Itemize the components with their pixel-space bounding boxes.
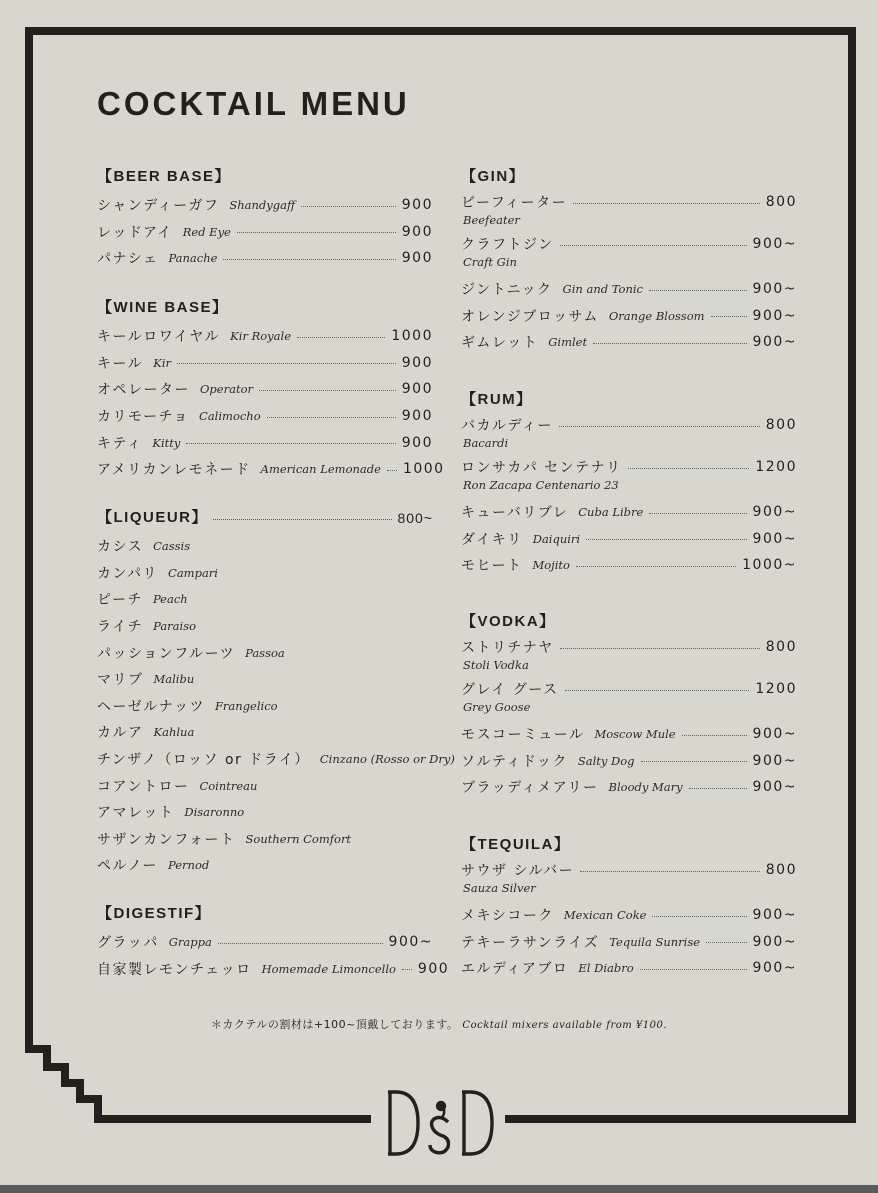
menu-item [461, 303, 797, 330]
item-name-en: Craft Gin [463, 255, 517, 269]
item-name-en: Kahlua [153, 725, 195, 740]
item-name-en: Ron Zacapa Centenario 23 [463, 478, 619, 492]
menu-item [461, 526, 797, 553]
menu-item-row [461, 234, 797, 254]
dotted-leader [223, 259, 395, 260]
section-price: 800~ [397, 510, 433, 526]
item-name-jp: メキシコーク [461, 908, 554, 925]
item-name-jp: ロンサカパ センテナリ [461, 460, 622, 476]
item-name-jp: カリモーチョ [97, 409, 190, 426]
section-heading-text: 【GIN】 [461, 168, 526, 185]
item-price: 1000 [391, 328, 433, 345]
item-name-jp: シャンディーガフ [97, 198, 220, 215]
item-price: 900 [401, 381, 433, 398]
section-heading-text: 【LIQUEUR】 [97, 509, 209, 526]
item-name-en: Stoli Vodka [463, 658, 529, 672]
dotted-leader [649, 290, 747, 291]
item-price: 900~ [752, 933, 797, 950]
item-name-jp: キューバリブレ [461, 505, 569, 522]
mixer-note [0, 1016, 878, 1032]
menu-item-row [461, 415, 797, 435]
item-name-jp: マリブ [97, 672, 144, 689]
section-rum [461, 390, 797, 579]
dotted-leader [593, 343, 746, 344]
item-price: 900 [417, 960, 450, 977]
dotted-leader [267, 417, 396, 418]
mixer-note-en: Cocktail mixers available from ¥100. [462, 1020, 668, 1031]
item-name-en: Southern Comfort [245, 831, 352, 846]
item-name-en: Peach [152, 592, 188, 607]
section-heading-text: 【WINE BASE】 [97, 299, 229, 316]
item-name-en: Beefeater [463, 213, 520, 227]
dotted-leader [580, 871, 760, 872]
item-name-en: Kir [153, 355, 172, 370]
item-price: 900 [401, 223, 433, 240]
section-heading [461, 612, 797, 632]
menu-item [97, 219, 433, 246]
item-price: 900 [401, 250, 433, 267]
mixer-note-jp: ＊カクテルの割材は+100~頂戴しております。 [210, 1018, 459, 1031]
dotted-leader [689, 788, 747, 789]
dotted-leader [402, 969, 412, 970]
item-name-en: Orange Blossom [608, 308, 705, 323]
item-name-en: Disaronno [184, 805, 245, 820]
item-name-jp: グラッパ [97, 935, 159, 952]
item-price: 900~ [752, 334, 797, 351]
menu-item [97, 429, 433, 456]
dotted-leader [576, 566, 736, 567]
item-name-en: Daiquiri [532, 531, 581, 546]
item-name-en: Salty Dog [577, 753, 635, 768]
item-name-jp: アマレット [97, 805, 175, 822]
item-name-en: Passoa [245, 645, 285, 660]
item-price: 900~ [752, 726, 797, 743]
item-name-jp: モヒート [461, 558, 523, 575]
menu-item [97, 376, 433, 403]
menu-item [461, 902, 797, 929]
item-price: 900~ [752, 236, 797, 252]
section-heading-text: 【VODKA】 [461, 613, 556, 630]
dotted-leader [560, 648, 760, 649]
menu-item [97, 666, 433, 693]
item-price: 900 [401, 408, 433, 425]
item-price: 900 [401, 354, 433, 371]
item-name-en: Cinzano (Rosso or Dry) [319, 752, 455, 767]
menu-item [97, 403, 433, 430]
item-name-jp: ダイキリ [461, 531, 523, 548]
item-name-jp: サウザ シルバー [461, 863, 575, 879]
dotted-leader [301, 206, 396, 207]
item-name-jp: グレイ グース [461, 682, 559, 698]
section-heading [97, 298, 433, 318]
menu-item [97, 533, 433, 560]
menu-item [97, 693, 433, 720]
section-heading [461, 167, 797, 187]
menu-item [97, 746, 455, 773]
item-name-jp: クラフトジン [461, 237, 554, 253]
section-heading [97, 167, 433, 187]
item-name-en: Calimocho [199, 409, 261, 424]
menu-item [461, 329, 797, 356]
item-price: 900~ [752, 307, 797, 324]
dotted-leader [213, 519, 392, 520]
menu-item [97, 560, 433, 587]
dotted-leader [177, 363, 396, 364]
item-name-en: Bacardi [463, 436, 509, 450]
item-name-en: Mojito [532, 558, 570, 573]
item-name-jp: テキーラサンライズ [461, 934, 600, 951]
item-name-jp: サザンカンフォート [97, 831, 236, 848]
item-name-jp: オレンジブロッサム [461, 308, 599, 325]
item-name-jp: ライチ [97, 619, 144, 636]
item-name-en: Paraiso [153, 619, 197, 634]
dotted-leader [559, 426, 760, 427]
item-price: 900~ [752, 281, 797, 298]
item-name-jp: コアントロー [97, 778, 190, 795]
item-name-jp: ギムレット [461, 335, 539, 352]
item-price: 900~ [752, 907, 797, 924]
dotted-leader [641, 761, 747, 762]
item-name-en: Moscow Mule [594, 727, 676, 742]
item-price: 900~ [388, 934, 433, 951]
item-name-jp: カルア [97, 725, 144, 742]
dotted-leader [573, 203, 760, 204]
item-name-en: Bloody Mary [608, 780, 683, 795]
item-price: 800 [765, 862, 797, 878]
item-name-en: Sauza Silver [463, 881, 536, 895]
item-name-jp: ジントニック [461, 282, 553, 299]
menu-item [461, 192, 797, 234]
item-price: 1000~ [742, 557, 797, 574]
item-price: 900~ [752, 504, 797, 521]
menu-item [97, 323, 433, 350]
item-name-jp: 自家製レモンチェッロ [97, 961, 252, 978]
item-name-en: Malibu [153, 672, 195, 687]
item-name-en: Campari [168, 565, 218, 580]
menu-item [461, 929, 797, 956]
item-name-en: Grey Goose [463, 700, 531, 714]
menu-item [97, 639, 433, 666]
dotted-leader [186, 443, 395, 444]
item-name-en: Pernod [168, 858, 210, 873]
item-price: 900~ [752, 752, 797, 769]
menu-item [97, 719, 433, 746]
menu-item [97, 799, 433, 826]
item-price: 800 [765, 639, 797, 655]
item-name-jp: レッドアイ [97, 224, 173, 241]
item-name-en: Homemade Limoncello [261, 961, 396, 976]
section-liqueur [97, 508, 455, 879]
item-price: 900 [401, 434, 433, 451]
item-name-en: Panache [168, 251, 218, 266]
dotted-leader [711, 316, 747, 317]
item-name-jp: カンパリ [97, 565, 159, 582]
section-beer-base [97, 167, 433, 272]
item-name-en: American Lemonade [260, 462, 381, 477]
menu-item [97, 826, 433, 853]
item-name-jp: ブラッディメアリー [461, 780, 599, 797]
section-vodka [461, 612, 797, 801]
item-price: 800 [765, 194, 797, 210]
item-name-jp: バカルディー [461, 418, 553, 434]
dotted-leader [682, 735, 747, 736]
window-bottom-bar [0, 1185, 878, 1193]
item-price: 900 [401, 197, 433, 214]
item-name-en: Red Eye [182, 224, 231, 239]
item-name-en: Operator [200, 382, 253, 397]
dotted-leader [565, 690, 750, 691]
item-price: 900~ [752, 779, 797, 796]
item-name-en: Cointreau [199, 778, 258, 793]
menu-title: COCKTAIL MENU [97, 85, 410, 122]
menu-item-row [461, 860, 797, 880]
menu-item-row [461, 679, 797, 699]
item-name-en: Grappa [168, 935, 212, 950]
item-price: 1200 [755, 681, 797, 697]
section-heading-text: 【BEER BASE】 [97, 168, 232, 185]
item-name-jp: キティ [97, 435, 143, 452]
menu-item [461, 774, 797, 801]
menu-item [461, 721, 797, 748]
menu-item [97, 245, 433, 272]
dotted-leader [706, 942, 747, 943]
section-gin [461, 167, 797, 356]
item-name-jp: アメリカンレモネード [97, 462, 251, 479]
item-name-jp: エルディアブロ [461, 961, 569, 978]
item-name-jp: ペルノー [97, 858, 159, 875]
item-name-jp: チンザノ（ロッソ or ドライ） [97, 752, 310, 769]
dotted-leader [640, 969, 747, 970]
menu-item-row [461, 192, 797, 212]
item-name-en: Gimlet [548, 335, 588, 350]
item-name-jp: パッションフルーツ [97, 645, 236, 662]
menu-item [97, 350, 433, 377]
section-heading-text: 【RUM】 [461, 391, 533, 408]
menu-item [461, 552, 797, 579]
menu-item [97, 586, 433, 613]
item-name-en: Cuba Libre [578, 505, 644, 520]
dotted-leader [387, 470, 397, 471]
menu-item [97, 456, 445, 483]
menu-item [97, 929, 433, 956]
dotted-leader [560, 245, 747, 246]
dotted-leader [586, 539, 746, 540]
item-name-en: Frangelico [214, 698, 278, 713]
section-heading [461, 390, 797, 410]
dotted-leader [628, 468, 750, 469]
section-tequila [461, 835, 797, 982]
item-name-jp: ソルティドック [461, 753, 568, 770]
menu-item [97, 772, 433, 799]
item-name-jp: キール [97, 355, 144, 372]
dotted-leader [237, 232, 396, 233]
dotted-leader [218, 943, 383, 944]
dotted-leader [652, 916, 746, 917]
item-name-en: Cassis [153, 539, 191, 554]
section-heading [461, 835, 797, 855]
menu-item [461, 415, 797, 457]
menu-item [461, 499, 797, 526]
item-name-en: Shandygaff [229, 198, 296, 213]
item-name-jp: ピーチ [97, 592, 143, 609]
item-name-en: Tequila Sunrise [609, 934, 701, 949]
menu-item [97, 956, 450, 983]
menu-item [461, 637, 797, 679]
item-name-en: Gin and Tonic [562, 282, 643, 297]
section-heading-text: 【TEQUILA】 [461, 836, 571, 853]
item-name-en: Kir Royale [230, 329, 292, 344]
menu-item-row [461, 637, 797, 657]
section-heading-text: 【DIGESTIF】 [97, 905, 212, 922]
item-name-jp: パナシェ [97, 251, 159, 268]
menu-item [461, 748, 797, 775]
menu-item [97, 852, 433, 879]
item-name-en: Kitty [152, 435, 181, 450]
section-wine-base [97, 298, 445, 483]
item-price: 1000 [402, 461, 445, 478]
dotted-leader [649, 513, 746, 514]
item-name-en: Mexican Coke [563, 908, 647, 923]
menu-item [461, 457, 797, 499]
item-price: 900~ [752, 960, 797, 977]
item-name-en: El Diabro [578, 961, 634, 976]
item-name-jp: ストリチナヤ [461, 640, 554, 656]
menu-item [461, 860, 797, 902]
item-price: 800 [765, 417, 797, 433]
dotted-leader [259, 390, 396, 391]
item-name-jp: カシス [97, 539, 144, 556]
item-name-jp: モスコーミュール [461, 727, 585, 744]
menu-item [461, 276, 797, 303]
dsd-logo [386, 1088, 496, 1160]
section-heading [97, 508, 433, 528]
dotted-leader [297, 337, 385, 338]
menu-item [461, 234, 797, 276]
item-name-jp: ビーフィーター [461, 195, 568, 211]
item-name-jp: オペレーター [97, 382, 190, 399]
section-heading [97, 904, 433, 924]
menu-item [461, 679, 797, 721]
section-digestif [97, 904, 450, 982]
menu-item-row [461, 457, 797, 477]
menu-item [461, 955, 797, 982]
item-price: 1200 [755, 459, 797, 475]
menu-item [97, 192, 433, 219]
item-price: 900~ [752, 530, 797, 547]
menu-item [97, 613, 433, 640]
item-name-jp: ヘーゼルナッツ [97, 698, 205, 715]
item-name-jp: キールロワイヤル [97, 329, 221, 346]
